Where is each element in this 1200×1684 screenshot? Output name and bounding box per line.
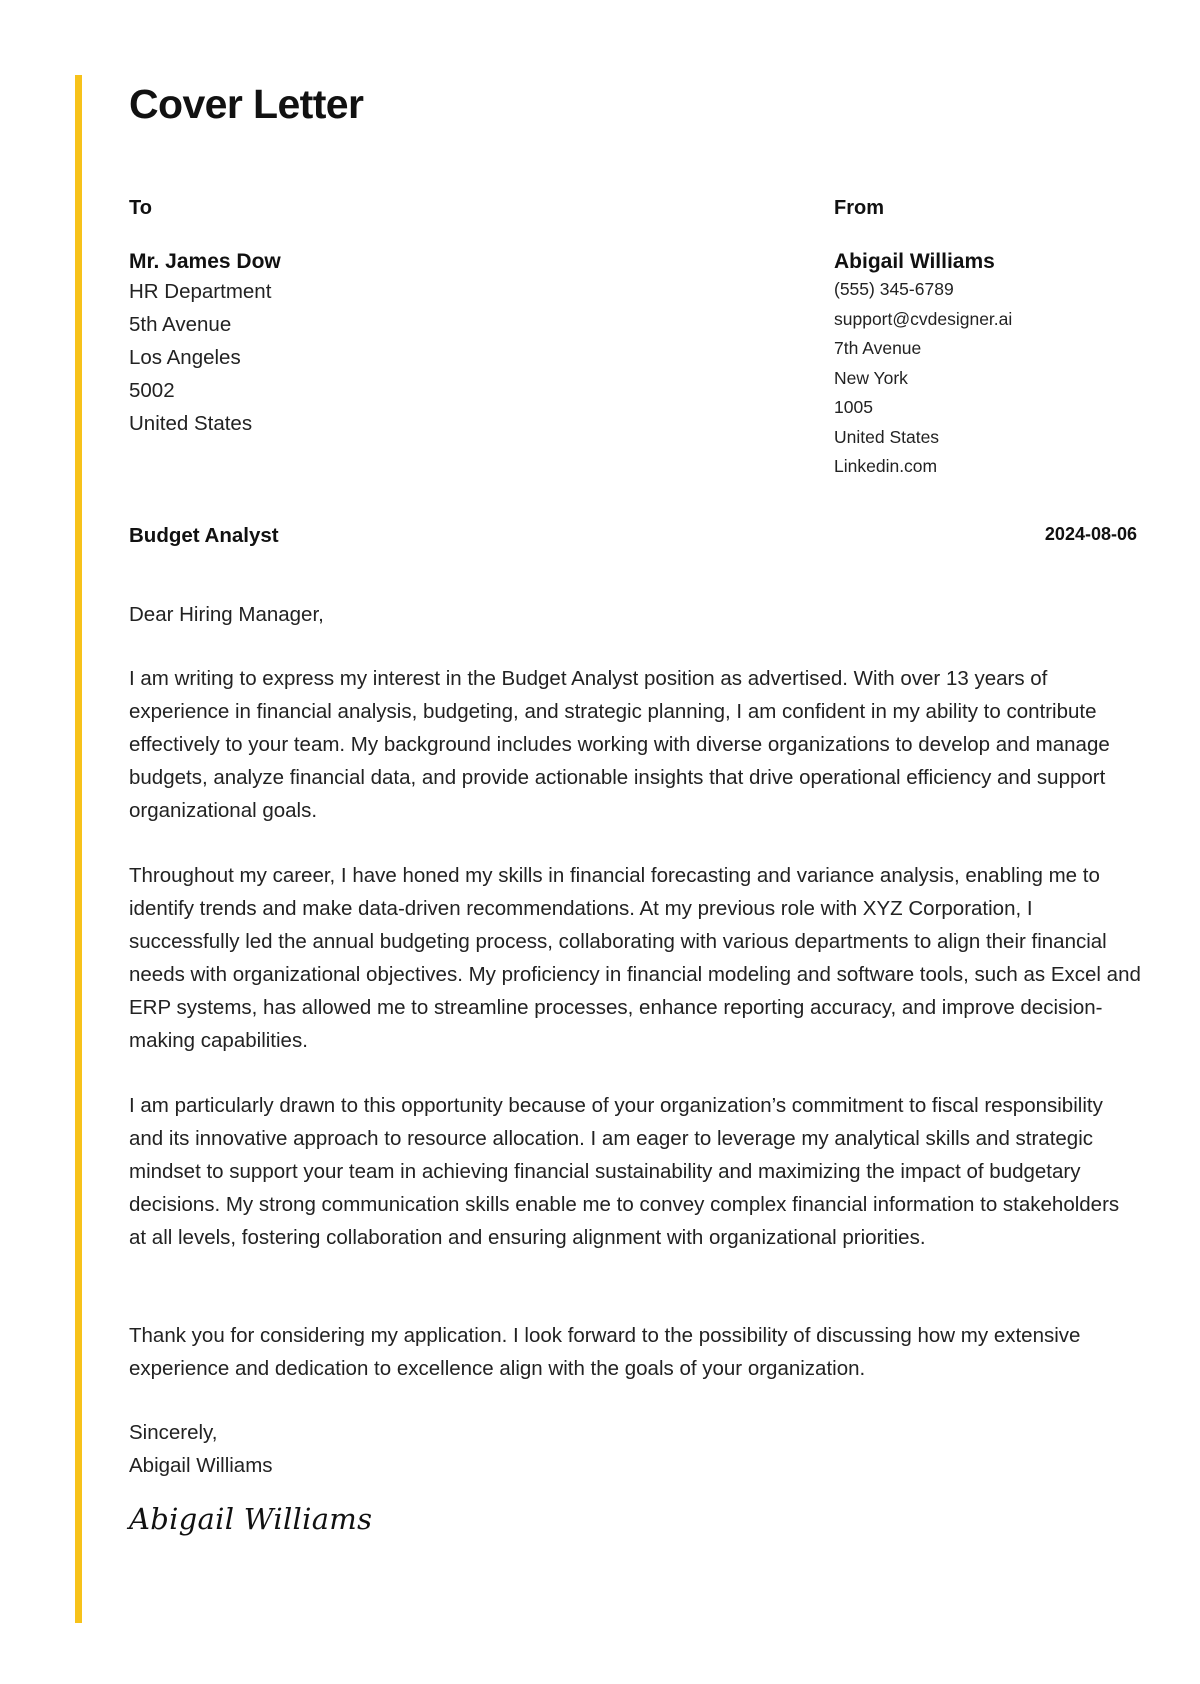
recipient-name: Mr. James Dow	[129, 250, 281, 273]
recipient-country: United States	[129, 412, 253, 435]
recipient-block	[129, 196, 629, 440]
closing: Sincerely,	[129, 1421, 218, 1444]
closing-paragraph: Thank you for considering my application. I look forward to the possibility of discussing how my extensive experience and dedication to excellence align with the goals of your organization.	[129, 1324, 1081, 1380]
sender-block	[834, 196, 1134, 482]
recipient-department: HR Department	[129, 280, 272, 303]
job-title: Budget Analyst	[129, 524, 279, 547]
recipient-postal-code: 5002	[129, 379, 175, 402]
sender-name: Abigail Williams	[834, 250, 995, 273]
subject-row	[129, 524, 1137, 552]
sender-city: New York	[834, 367, 908, 388]
sender-postal-code: 1005	[834, 397, 873, 417]
body-paragraph: Throughout my career, I have honed my skills in financial forecasting and variance analysis, enabling me to identify trends and make data-driven recommendations. At my previous role with XYZ Corporation, I successfully led the annual budgeting process, collaborating with various departments to align their financial needs with organizational objectives. My proficiency in financial modeling and software tools, such as Excel and ERP systems, has allowed me to streamline processes, enhance reporting accuracy, and improve decision-making capabilities.	[129, 864, 1141, 1052]
sender-country: United States	[834, 426, 940, 447]
recipient-label: To	[129, 197, 152, 219]
sender-phone: (555) 345-6789	[834, 279, 954, 299]
sender-email: support@cvdesigner.ai	[834, 308, 1013, 329]
handwritten-signature: Abigail Williams	[129, 1502, 373, 1536]
salutation: Dear Hiring Manager,	[129, 603, 324, 626]
recipient-city: Los Angeles	[129, 346, 241, 369]
sender-label: From	[834, 197, 884, 219]
letter-body	[129, 598, 1141, 1482]
sender-linkedin: Linkedin.com	[834, 456, 938, 476]
recipient-street: 5th Avenue	[129, 313, 232, 336]
page-title: Cover Letter	[129, 81, 364, 127]
letter-date: 2024-08-06	[1044, 524, 1137, 544]
accent-bar	[75, 75, 82, 1623]
closing-name: Abigail Williams	[129, 1454, 273, 1477]
sender-street: 7th Avenue	[834, 338, 922, 358]
body-paragraph: I am particularly drawn to this opportunity because of your organization’s commitment to fiscal responsibility and its innovative approach to resource allocation. I am eager to leverage my analytical skills and strategic mindset to support your team in achieving financial sustainability and maximizing the impact of budgetary decisions. My strong communication skills enable me to convey complex financial information to stakeholders at all levels, fostering collaboration and ensuring alignment with organizational priorities.	[129, 1094, 1120, 1249]
body-paragraph: I am writing to express my interest in the Budget Analyst position as advertised. With over 13 years of experience in financial analysis, budgeting, and strategic planning, I am confident in my ability to contribute effectively to your team. My background includes working with diverse organizations to develop and manage budgets, analyze financial data, and provide actionable insights that drive operational efficiency and support organizational goals.	[129, 667, 1110, 822]
